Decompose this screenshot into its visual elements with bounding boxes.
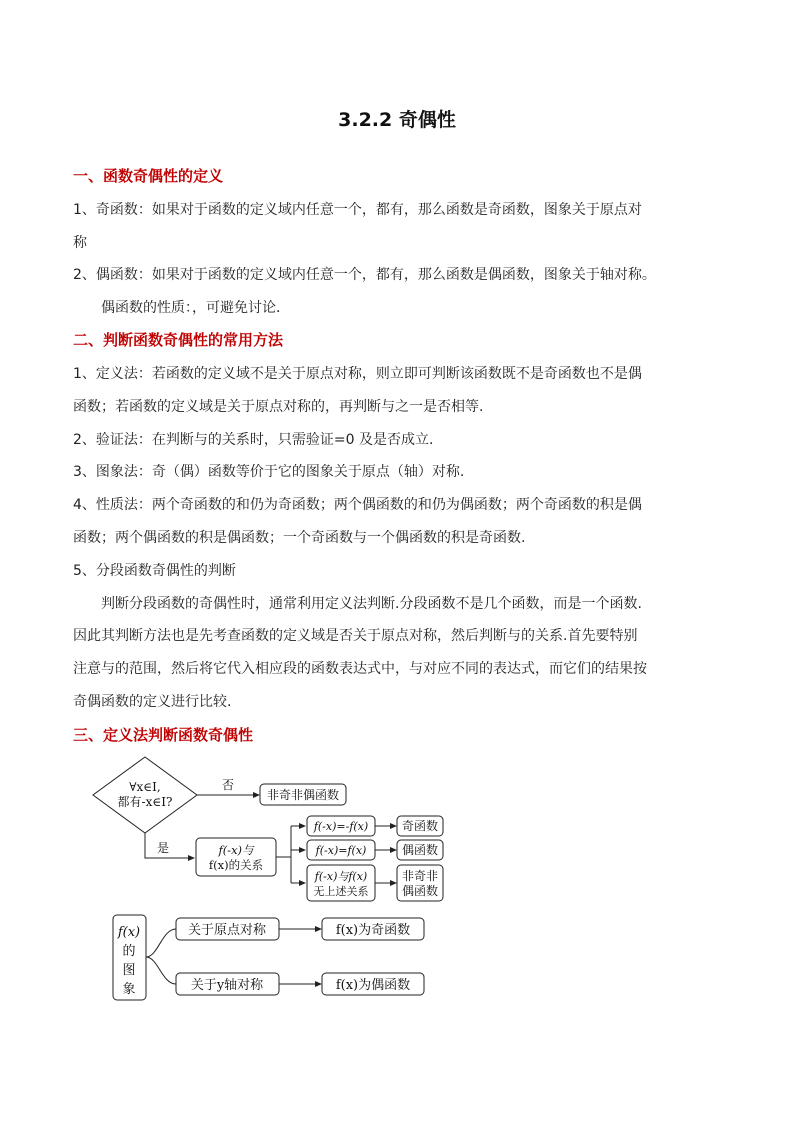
- yes-label: 是: [156, 841, 170, 855]
- y-axis-symmetry-text: 关于y轴对称: [190, 978, 264, 993]
- relation-text-2: f(x)的关系: [208, 858, 264, 872]
- paragraph-method-definition-cont: 函数；若函数的定义域是关于原点对称的，再判断与之一是否相等.: [73, 399, 484, 415]
- res-odd-text: 奇函数: [401, 819, 439, 833]
- cond-none-text-1: f(-x)与f(x): [314, 870, 368, 883]
- arrowhead: [390, 823, 397, 829]
- paragraph-method-graph: 3、图象法：奇（偶）函数等价于它的图象关于原点（轴）对称.: [73, 464, 465, 480]
- paragraph-piecewise-4: 奇偶函数的定义进行比较.: [73, 694, 232, 710]
- paragraph-odd-definition: 1、奇函数：如果对于函数的定义域内任意一个，都有，那么函数是奇函数，图象关于原点对: [73, 202, 642, 218]
- arrowhead: [390, 880, 397, 886]
- page-title: 3.2.2 奇偶性: [338, 109, 456, 131]
- arrowhead: [390, 847, 397, 853]
- branch-curve-top: [146, 929, 176, 957]
- paragraph-method-property: 4、性质法：两个奇函数的和仍为奇函数；两个偶函数的和仍为偶函数；两个奇函数的积是偶: [73, 497, 642, 513]
- graph-root-text-4: 象: [122, 982, 136, 997]
- arrowhead: [299, 847, 306, 853]
- paragraph-method-definition: 1、定义法：若函数的定义域不是关于原点对称，则立即可判断该函数既不是奇函数也不是偶: [73, 366, 642, 382]
- graph-root-text-1: f(x): [117, 925, 141, 940]
- arrowhead: [299, 880, 306, 886]
- arrowhead: [315, 981, 322, 987]
- paragraph-piecewise-1: 判断分段函数的奇偶性时，通常利用定义法判断.分段函数不是几个函数，而是一个函数.: [101, 596, 642, 612]
- arrowhead: [188, 855, 195, 861]
- paragraph-piecewise-title: 5、分段函数奇偶性的判断: [73, 563, 236, 579]
- arrowhead: [315, 926, 322, 932]
- res-none-text-2: 偶函数: [401, 884, 439, 898]
- cond-none-text-2: 无上述关系: [313, 885, 369, 898]
- flowchart-graph-method: [113, 915, 424, 1000]
- cond-odd-text: f(-x)=-f(x): [313, 820, 369, 833]
- origin-symmetry-text: 关于原点对称: [187, 923, 267, 938]
- paragraph-method-property-cont: 函数；两个偶函数的积是偶函数；一个奇函数与一个偶函数的积是奇函数.: [73, 530, 526, 546]
- no-label: 否: [221, 778, 235, 792]
- paragraph-odd-definition-cont: 称: [73, 235, 87, 251]
- graph-root-text-3: 图: [122, 963, 136, 978]
- res-none-text-1: 非奇非: [401, 869, 439, 883]
- flowchart-definition-method: [93, 757, 443, 901]
- res-even-text: 偶函数: [401, 843, 439, 857]
- cond-even-text: f(-x)=f(x): [315, 844, 367, 857]
- relation-text-1: f(-x)与: [218, 843, 254, 857]
- odd-result-text: f(x)为奇函数: [335, 923, 411, 938]
- graph-root-text-2: 的: [122, 944, 136, 959]
- section-heading-3: 三、定义法判断函数奇偶性: [73, 726, 254, 744]
- diamond-text-1: ∀x∈I,: [129, 780, 161, 794]
- paragraph-piecewise-2: 因此其判断方法也是先考查函数的定义域是否关于原点对称，然后判断与的关系.首先要特别: [73, 628, 638, 644]
- arrowhead: [253, 792, 260, 798]
- paragraph-piecewise-3: 注意与的范围，然后将它代入相应段的函数表达式中，与对应不同的表达式，而它们的结果按: [73, 661, 647, 677]
- paragraph-even-property: 偶函数的性质：，可避免讨论．: [101, 300, 290, 316]
- non-odd-non-even-text: 非奇非偶函数: [266, 788, 340, 802]
- branch-curve-bottom: [146, 957, 176, 984]
- section-heading-2: 二、判断函数奇偶性的常用方法: [73, 331, 284, 349]
- section-heading-1: 一、函数奇偶性的定义: [73, 167, 224, 185]
- paragraph-even-definition: 2、偶函数：如果对于函数的定义域内任意一个，都有，那么函数是偶函数，图象关于轴对称。: [73, 267, 656, 283]
- diamond-text-2: 都有-x∈I?: [117, 795, 173, 809]
- paragraph-method-verify: 2、验证法：在判断与的关系时，只需验证=0 及是否成立.: [73, 432, 434, 448]
- arrowhead: [299, 823, 306, 829]
- even-result-text: f(x)为偶函数: [335, 978, 411, 993]
